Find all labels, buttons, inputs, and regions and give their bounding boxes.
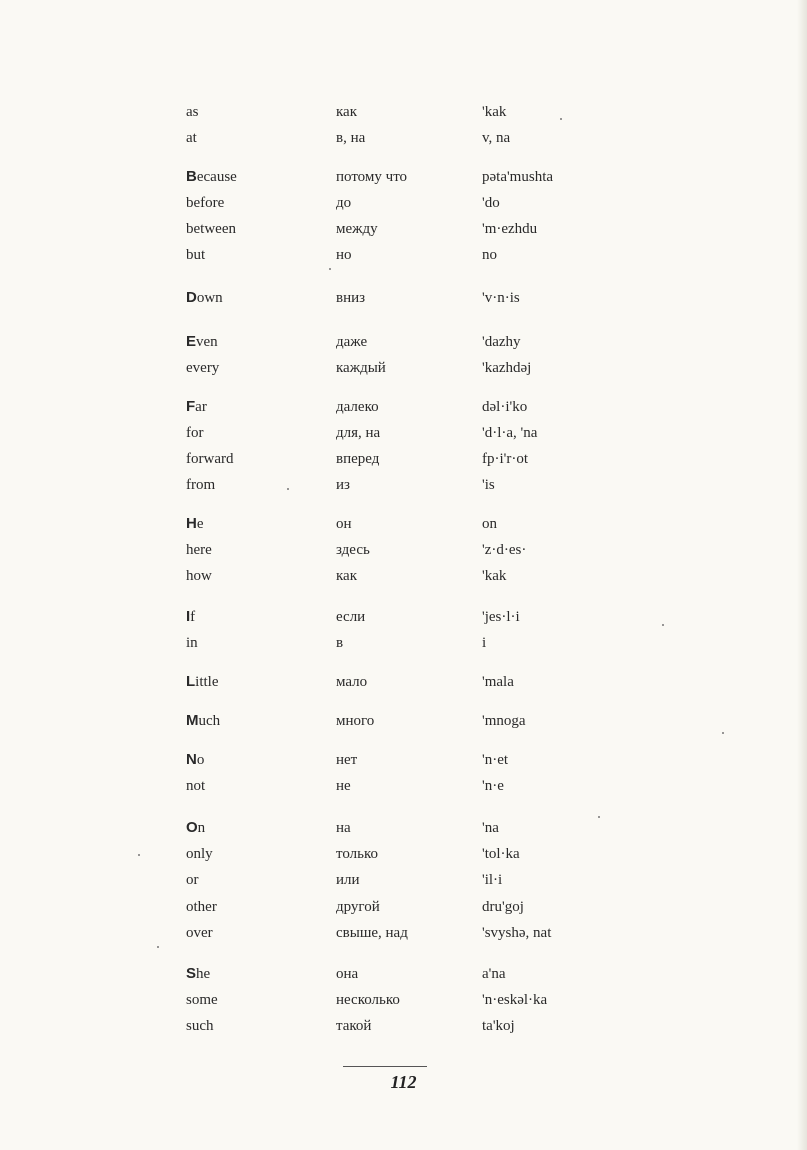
transliteration: 'v·n·is <box>482 290 520 306</box>
word-entry <box>0 990 807 1016</box>
english-word <box>186 167 237 187</box>
english-word: other <box>186 899 217 915</box>
transliteration: 'svyshə, nat <box>482 925 552 941</box>
word-remainder: f <box>190 609 196 625</box>
word-remainder: ittle <box>195 674 219 690</box>
word-entry <box>0 776 807 802</box>
russian-word: здесь <box>336 542 370 558</box>
english-word <box>186 607 195 627</box>
transliteration: no <box>482 247 497 263</box>
russian-word: в <box>336 635 344 651</box>
transliteration: 'n·et <box>482 752 509 768</box>
english-word: every <box>186 360 220 376</box>
section-initial: L <box>186 673 196 690</box>
russian-word: как <box>336 104 358 120</box>
russian-word: нет <box>336 752 358 768</box>
english-word: here <box>186 542 212 558</box>
transliteration: 'm·ezhdu <box>482 221 538 237</box>
transliteration: 'n·eskəl·ka <box>482 992 548 1008</box>
paper-speck <box>560 118 562 120</box>
russian-word: он <box>336 516 352 532</box>
transliteration: 'kazhdəj <box>482 360 532 376</box>
russian-word: каждый <box>336 360 386 376</box>
word-entry <box>0 397 807 423</box>
transliteration: 'n·e <box>482 778 504 794</box>
russian-word: вперед <box>336 451 380 467</box>
english-word: before <box>186 195 225 211</box>
transliteration: 'il·i <box>482 872 503 888</box>
word-entry <box>0 566 807 592</box>
word-entry <box>0 964 807 990</box>
transliteration: v, na <box>482 130 511 146</box>
section-initial: H <box>186 515 197 532</box>
russian-word: мало <box>336 674 368 690</box>
word-remainder: uch <box>198 713 221 729</box>
russian-word: на <box>336 820 351 836</box>
russian-word: или <box>336 872 360 888</box>
word-entry <box>0 128 807 154</box>
transliteration: 'kak <box>482 104 507 120</box>
word-entry <box>0 514 807 540</box>
transliteration: a'na <box>482 966 506 982</box>
word-entry <box>0 607 807 633</box>
russian-word: не <box>336 778 351 794</box>
word-entry <box>0 219 807 245</box>
transliteration: 'na <box>482 820 499 836</box>
transliteration: pəta'mushta <box>482 169 554 185</box>
word-remainder: e <box>196 516 204 532</box>
word-entry <box>0 475 807 501</box>
russian-word: только <box>336 846 379 862</box>
russian-word: как <box>336 568 358 584</box>
english-word: only <box>186 846 213 862</box>
page-edge-shadow <box>797 0 807 1150</box>
word-entry <box>0 818 807 844</box>
russian-word: вниз <box>336 290 366 306</box>
russian-word: до <box>336 195 352 211</box>
section-initial: B <box>186 168 197 185</box>
section-initial: F <box>186 398 196 415</box>
english-word: from <box>186 477 216 493</box>
word-remainder: ecause <box>196 169 237 185</box>
word-entry <box>0 193 807 219</box>
russian-word: другой <box>336 899 380 915</box>
english-word: in <box>186 635 198 651</box>
transliteration: 'dazhy <box>482 334 521 350</box>
english-word: over <box>186 925 213 941</box>
word-entry <box>0 288 807 314</box>
paper-speck <box>157 946 159 948</box>
transliteration: dru'goj <box>482 899 524 915</box>
russian-word: много <box>336 713 375 729</box>
english-word: how <box>186 568 212 584</box>
word-entry <box>0 711 807 737</box>
paper-speck <box>287 488 289 490</box>
word-entry <box>0 897 807 923</box>
paper-speck <box>662 624 664 626</box>
section-initial: M <box>186 712 199 729</box>
transliteration: 'tol·ka <box>482 846 520 862</box>
english-word <box>186 711 220 731</box>
section-initial: E <box>186 333 197 350</box>
russian-word: она <box>336 966 359 982</box>
word-entry <box>0 358 807 384</box>
russian-word: между <box>336 221 378 237</box>
english-word: at <box>186 130 197 146</box>
word-entry <box>0 540 807 566</box>
transliteration: 'mnoga <box>482 713 526 729</box>
transliteration: on <box>482 516 497 532</box>
english-word <box>186 964 210 984</box>
section-initial: I <box>186 608 191 625</box>
paper-speck <box>138 854 140 856</box>
transliteration: ta'koj <box>482 1018 515 1034</box>
russian-word: из <box>336 477 350 493</box>
word-entry <box>0 245 807 271</box>
word-entry <box>0 870 807 896</box>
english-word: such <box>186 1018 214 1034</box>
english-word <box>186 750 204 770</box>
word-entry <box>0 167 807 193</box>
word-entry <box>0 332 807 358</box>
russian-word: если <box>336 609 366 625</box>
english-word <box>186 818 205 838</box>
transliteration: i <box>482 635 487 651</box>
section-initial: S <box>186 965 197 982</box>
english-word: for <box>186 425 204 441</box>
word-remainder: ven <box>196 334 218 350</box>
word-entry <box>0 423 807 449</box>
english-word: but <box>186 247 206 263</box>
english-word: forward <box>186 451 234 467</box>
russian-word: для, на <box>336 425 381 441</box>
page-number-rule <box>343 1066 427 1067</box>
section-initial: N <box>186 751 197 768</box>
transliteration: 'jes·l·i <box>482 609 520 625</box>
russian-word: несколько <box>336 992 400 1008</box>
russian-word: такой <box>336 1018 372 1034</box>
transliteration: dəl·i'ko <box>482 399 528 415</box>
paper-speck <box>329 268 331 270</box>
english-word <box>186 332 218 352</box>
section-initial: O <box>186 819 198 836</box>
word-entry <box>0 102 807 128</box>
russian-word: потому что <box>336 169 408 185</box>
english-word <box>186 514 204 534</box>
english-word <box>186 672 219 692</box>
english-word <box>186 288 223 308</box>
transliteration: 'z·d·es· <box>482 542 527 558</box>
transliteration: 'mala <box>482 674 514 690</box>
word-remainder: n <box>197 820 206 836</box>
russian-word: в, на <box>336 130 366 146</box>
english-word: not <box>186 778 206 794</box>
english-word <box>186 397 207 417</box>
transliteration: 'd·l·a, 'na <box>482 425 538 441</box>
english-word: or <box>186 872 199 888</box>
word-remainder: own <box>196 290 223 306</box>
russian-word: далеко <box>336 399 379 415</box>
russian-word: даже <box>336 334 368 350</box>
paper-speck <box>722 732 724 734</box>
english-word: between <box>186 221 236 237</box>
paper-speck <box>598 816 600 818</box>
word-remainder: he <box>196 966 211 982</box>
section-initial: D <box>186 289 197 306</box>
transliteration: 'is <box>482 477 495 493</box>
word-entry <box>0 923 807 949</box>
russian-word: но <box>336 247 352 263</box>
page-number: 112 <box>390 1072 417 1092</box>
word-remainder: ar <box>195 399 207 415</box>
english-word: some <box>186 992 218 1008</box>
word-entry <box>0 1016 807 1042</box>
transliteration: 'do <box>482 195 500 211</box>
russian-word: свыше, над <box>336 925 408 941</box>
transliteration: fp·i'r·ot <box>482 451 529 467</box>
word-entry <box>0 750 807 776</box>
word-entry <box>0 672 807 698</box>
transliteration: 'kak <box>482 568 507 584</box>
word-entry <box>0 449 807 475</box>
word-remainder: o <box>196 752 205 768</box>
word-entry <box>0 844 807 870</box>
english-word: as <box>186 104 199 120</box>
word-entry <box>0 633 807 659</box>
